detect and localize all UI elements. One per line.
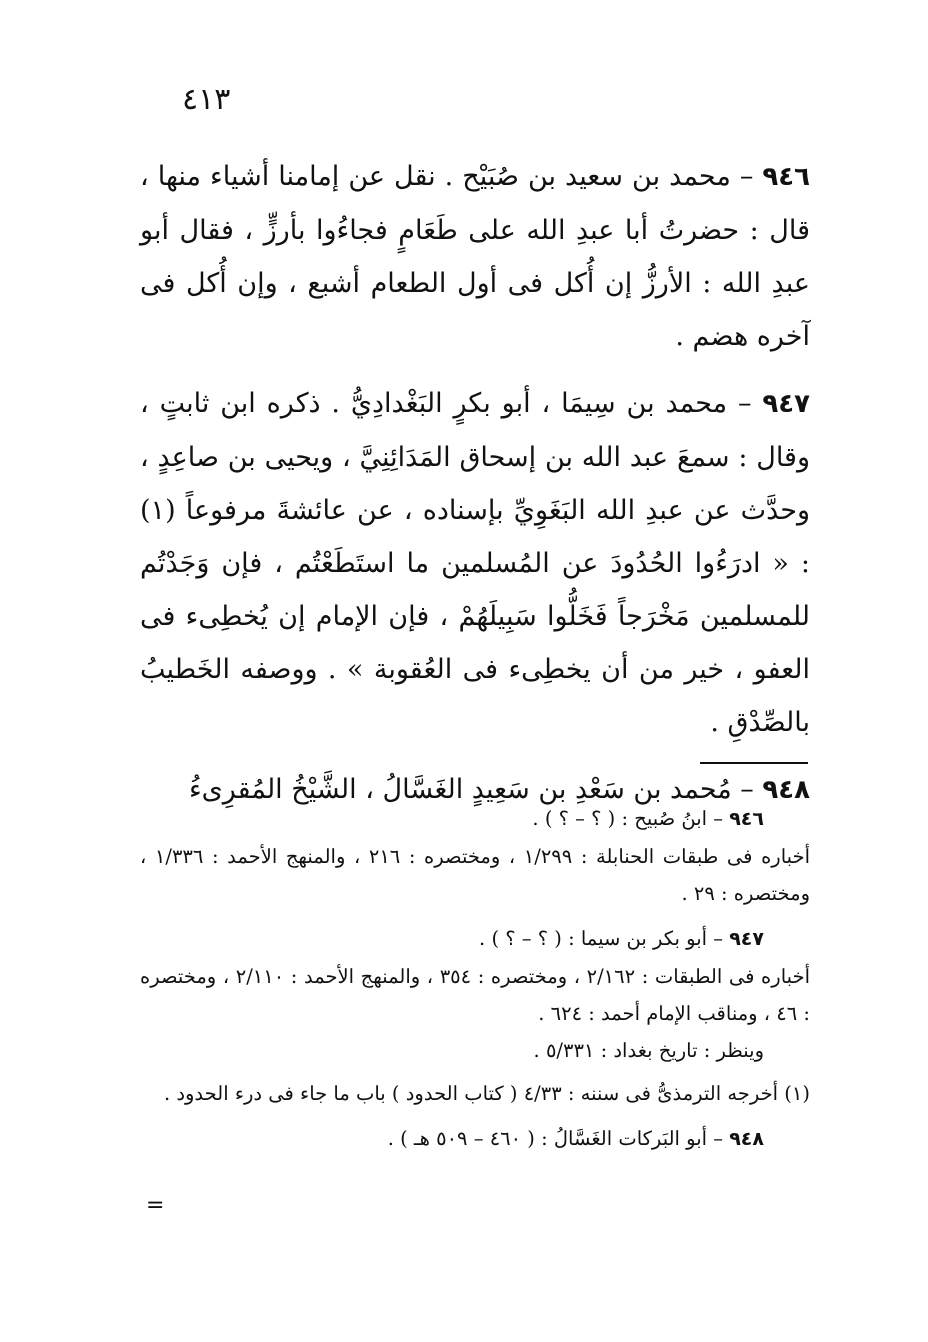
entry-number: ٩٤٧ — [762, 389, 810, 419]
entry-947 — [140, 377, 810, 749]
footnote-947-sources: أخباره فى الطبقات : ٢/١٦٢ ، ومختصره : ٣٥٤ ، والمنهج الأحمد : ٢/١١٠ ، ومختصره : ٤٦ ، ومناقب الإمام أحمد : ٦٢٤ . — [140, 965, 810, 1025]
footnote-number: ٩٤٦ — [729, 808, 764, 830]
footnote-947-see-also: وينظر : تاريخ بغداد : ٥/٣٣١ . — [533, 1039, 764, 1062]
main-text — [140, 150, 810, 831]
footnote-948-heading — [140, 1120, 810, 1158]
footnotes — [140, 792, 810, 1158]
entry-text: – مُحمد بن سَعْدِ بن سَعِيدٍ الغَسَّالُ ، الشَّيْخُ المُقرِىءُ — [188, 774, 763, 805]
footnote-947-heading — [140, 920, 810, 958]
footnote-heading-text: – ابنُ صُبيح : ( ؟ – ؟ ) . — [532, 807, 730, 830]
page-number: ٤١٣ — [182, 82, 231, 117]
continuation-mark: = — [146, 1193, 165, 1218]
entry-946 — [140, 150, 810, 363]
footnote-946-sources: أخباره فى طبقات الحنابلة : ١/٢٩٩ ، ومختصره : ٢١٦ ، والمنهج الأحمد : ١/٣٣٦ ، ومختصره : ٢٩ . — [140, 845, 811, 905]
entry-number: ٩٤٨ — [762, 775, 810, 805]
footnote-divider — [700, 762, 808, 764]
footnote-heading-text: – أبو البَركات الغَسَّالُ : ( ٤٦٠ – ٥٠٩ هـ ) . — [387, 1127, 730, 1150]
entry-text: – محمد بن سِيمَا ، أبو بكرٍ البَغْدادِيُّ . ذكره ابن ثابتٍ ، وقال : سمعَ عبد الله بن إسحاق المَدَائِنِيَّ ، ويحيى بن صاعِدٍ ، وحدَّث عن عبدِ الله البَغَوِيِّ بإسناده ، عن عائشةَ مرفوعاً (١) : « ادرَءُوا الحُدُودَ عن المُسلمين ما استَطَعْتُم ، فإن وَجَدْتُم للمسلمين مَخْرَجاً فَخَلُّوا سَبِيلَهُمْ ، فإن الإمام إن يُخطِىء فى العفو ، خير من أن يخطِىء فى العُقوبة » . ووصفه الخَطيبُ بالصِّدْقِ . — [140, 388, 810, 738]
footnote-number: ٩٤٨ — [729, 1128, 764, 1150]
footnote-heading-text: – أبو بكر بن سيما : ( ؟ – ؟ ) . — [479, 927, 730, 950]
footnote-number: ٩٤٧ — [729, 928, 764, 950]
footnote-1: (١) أخرجه الترمذىُّ فى سننه : ٤/٣٣ ( كتاب الحدود ) باب ما جاء فى درء الحدود . — [163, 1082, 810, 1105]
entry-number: ٩٤٦ — [762, 162, 810, 192]
entry-text: – محمد بن سعيد بن صُبَيْح . نقل عن إمامنا أشياء منها ، قال : حضرتُ أبا عبدِ الله على طَعَامٍ فجاءُوا بأرزٍّ ، فقال أبو عبدِ الله : الأرزُّ إن أُكل فى أول الطعام أشبع ، وإن أُكل فى آخره هضم . — [140, 161, 810, 352]
footnote-946-heading — [140, 800, 810, 838]
